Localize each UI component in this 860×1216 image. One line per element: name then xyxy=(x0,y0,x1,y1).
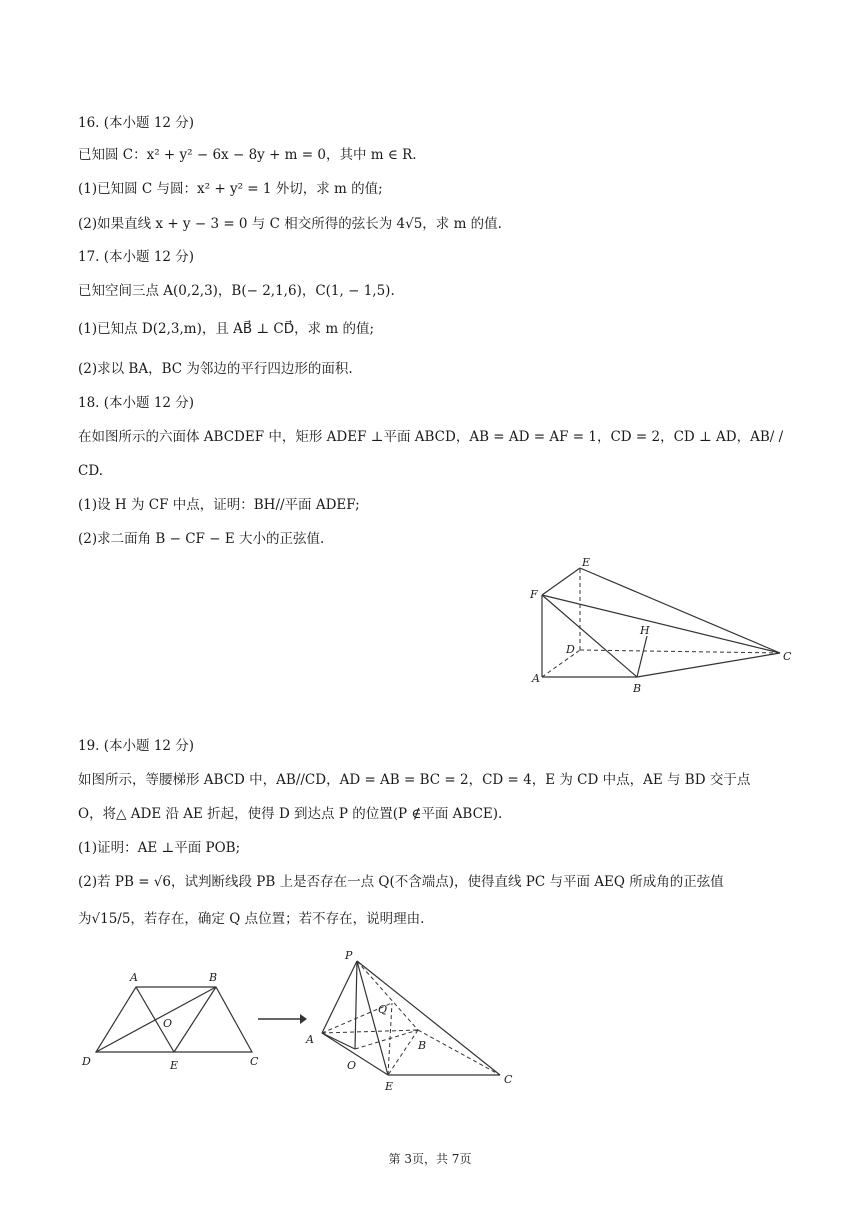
problem-18-part2: (2)求二面角 B − CF − E 大小的正弦值. xyxy=(78,531,325,547)
label-H: H xyxy=(640,624,650,637)
label-O: O xyxy=(163,1017,173,1030)
problem-18-stem-line2: CD. xyxy=(78,463,103,479)
problem-16-stem: 已知圆 C：x² + y² − 6x − 8y + m = 0，其中 m ∈ R. xyxy=(78,147,417,163)
label-F: F xyxy=(530,588,538,601)
problem-19-header: 19. (本小题 12 分) xyxy=(78,738,195,754)
label-B: B xyxy=(209,971,218,984)
label-E: E xyxy=(582,556,591,569)
problem-16-part1: (1)已知圆 C 与圆：x² + y² = 1 外切，求 m 的值; xyxy=(78,181,383,197)
label-E: E xyxy=(170,1059,179,1072)
problem-19-part2-line2: 为√15/5，若存在，确定 Q 点位置；若不存在，说明理由. xyxy=(78,911,425,927)
hidden-BC xyxy=(418,1030,500,1075)
hidden-DC xyxy=(580,650,780,653)
edge-FC xyxy=(542,595,780,653)
problem-16-header: 16. (本小题 12 分) xyxy=(78,115,195,131)
segment-BE xyxy=(174,987,216,1052)
problem-19-part1: (1)证明：AE ⊥平面 POB; xyxy=(78,840,241,856)
label-B: B xyxy=(633,682,642,695)
label-D: D xyxy=(566,643,575,656)
label-C: C xyxy=(250,1055,259,1068)
problem-18-header: 18. (本小题 12 分) xyxy=(78,395,195,411)
label-Q: Q xyxy=(378,1003,388,1016)
edge-EC xyxy=(580,568,780,653)
label-C: C xyxy=(504,1073,513,1086)
label-P: P xyxy=(345,949,353,962)
problem-17-part2: (2)求以 BA，BC 为邻边的平行四边形的面积. xyxy=(78,361,353,377)
folded-solid-figure xyxy=(300,945,525,1095)
hidden-BE xyxy=(388,1030,418,1075)
segment-BH xyxy=(637,636,647,677)
edge-PO xyxy=(355,961,357,1049)
label-O: O xyxy=(347,1059,357,1072)
segment-BD xyxy=(96,987,216,1052)
problem-16-part2: (2)如果直线 x + y − 3 = 0 与 C 相交所得的弦长为 4√5，求 m 的值. xyxy=(78,216,502,232)
problem-17-part1: (1)已知点 D(2,3,m)，且 AB⃗ ⊥ CD⃗，求 m 的值; xyxy=(78,321,375,337)
label-D: D xyxy=(82,1055,91,1068)
hidden-AB xyxy=(322,1030,418,1033)
hexahedron-figure xyxy=(520,550,800,700)
label-C: C xyxy=(783,650,792,663)
problem-19-stem-line1: 如图所示，等腰梯形 ABCD 中，AB//CD，AD = AB = BC = 2，CD = 4，E 为 CD 中点，AE 与 BD 交于点 xyxy=(78,772,751,788)
problem-19-stem-line2: O，将△ ADE 沿 AE 折起，使得 D 到达点 P 的位置(P ∉平面 ABCE). xyxy=(78,806,503,822)
label-A: A xyxy=(130,971,138,984)
hidden-OB xyxy=(355,1030,418,1049)
label-A: A xyxy=(532,672,540,685)
trapezoid-figure xyxy=(78,965,278,1080)
problem-17-stem: 已知空间三点 A(0,2,3)，B(− 2,1,6)，C(1, − 1,5). xyxy=(78,283,395,299)
problem-18-part1: (1)设 H 为 CF 中点，证明：BH//平面 ADEF; xyxy=(78,497,360,513)
problem-19-part2-line1: (2)若 PB = √6，试判断线段 PB 上是否存在一点 Q(不含端点)，使得直线 PC 与平面 AEQ 所成角的正弦值 xyxy=(78,874,724,890)
page-footer: 第 3页，共 7页 xyxy=(388,1152,472,1166)
label-A: A xyxy=(306,1033,314,1046)
trapezoid-ABCD xyxy=(96,987,252,1052)
edge-BC xyxy=(637,653,780,677)
problem-18-stem-line1: 在如图所示的六面体 ABCDEF 中，矩形 ADEF ⊥平面 ABCD，AB = AD = AF = 1，CD = 2，CD ⊥ AD，AB/ / xyxy=(78,429,784,445)
edge-FB xyxy=(542,595,637,677)
problem-17-header: 17. (本小题 12 分) xyxy=(78,249,195,265)
label-B: B xyxy=(418,1039,427,1052)
edge-AO xyxy=(322,1033,355,1049)
edge-PC xyxy=(357,961,500,1075)
edge-PA xyxy=(322,961,357,1033)
edge-FE xyxy=(542,568,580,595)
label-E: E xyxy=(385,1080,394,1093)
